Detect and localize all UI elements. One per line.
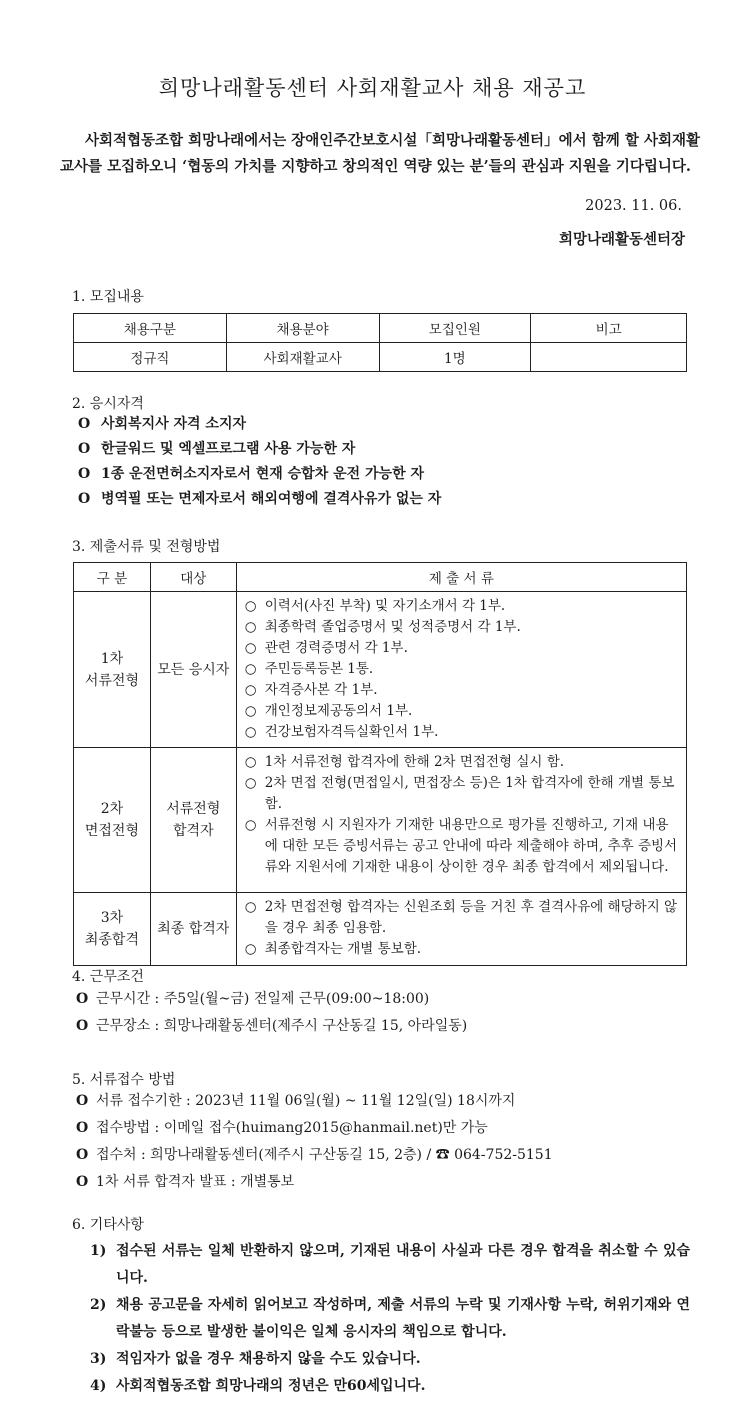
etc-list xyxy=(90,1238,690,1400)
announcement-date: 2023. 11. 06. xyxy=(585,198,682,214)
table-cell: 1명 xyxy=(379,343,531,372)
docs-cell xyxy=(236,893,686,966)
conditions-list xyxy=(76,986,467,1040)
list-item: ○ 건강보험자격득실확인서 1부. xyxy=(244,724,439,740)
header-cell: 비고 xyxy=(531,314,687,343)
table-row xyxy=(74,592,687,748)
header-cell: 제 출 서 류 xyxy=(236,563,686,592)
intro-paragraph: 사회적협동조합 희망나래에서는 장애인주간보호시설「희망나래활동센터」에서 함께 할 사회재활교사를 모집하오니 ‘협동의 가치를 지향하고 창의적인 역량 있는 분’들의 관심과 지원을 기다립니다. xyxy=(60,132,700,175)
list-item: ○ 자격증사본 각 1부. xyxy=(244,682,378,698)
list-item: ○ 서류전형 시 지원자가 기재한 내용만으로 평가를 진행하고, 기재 내용에 대한 모든 증빙서류는 공고 안내에 따라 제출해야 하며, 추후 증빙서류와 지원서에 기재한 내용이 상이한 경우 최종 합격에서 제외됩니다. xyxy=(244,817,678,875)
target-cell: 최종 합격자 xyxy=(150,893,236,966)
list-item: ○ 2차 면접 전형(면접일시, 면접장소 등)은 1차 합격자에 한해 개별 통보함. xyxy=(244,775,675,812)
list-item: 1) 접수된 서류는 일체 반환하지 않으며, 기재된 내용이 사실과 다른 경우 합격을 취소할 수 있습니다. xyxy=(90,1243,690,1286)
table-row xyxy=(74,343,687,372)
list-item: O 근무장소 : 희망나래활동센터(제주시 구산동길 15, 아라일동) xyxy=(76,1013,467,1040)
list-item: 3) 적임자가 없을 경우 채용하지 않을 수도 있습니다. xyxy=(90,1351,421,1367)
list-item: ○ 관련 경력증명서 각 1부. xyxy=(244,640,408,656)
table-cell xyxy=(531,343,687,372)
documents-table xyxy=(73,562,687,966)
list-item: O 한글워드 및 엑셀프로그램 사용 가능한 자 xyxy=(78,437,441,462)
stage-cell: 2차 면접전형 xyxy=(74,748,151,893)
list-item: ○ 최종합격자는 개별 통보함. xyxy=(244,941,422,957)
issuer: 희망나래활동센터장 xyxy=(558,231,685,248)
table-header-row xyxy=(74,314,687,343)
bullet: O xyxy=(76,1018,89,1034)
header-cell: 구 분 xyxy=(74,563,151,592)
qualification-list xyxy=(78,412,441,512)
table-row xyxy=(74,893,687,966)
bullet: O xyxy=(76,1120,89,1136)
table-header-row xyxy=(74,563,687,592)
bullet: O xyxy=(76,1174,89,1190)
list-item: O 근무시간 : 주5일(월~금) 전일제 근무(09:00~18:00) xyxy=(76,986,467,1013)
header-cell: 모집인원 xyxy=(379,314,531,343)
section-documents-title: 3. 제출서류 및 전형방법 xyxy=(72,539,221,555)
list-item: O 1종 운전면허소지자로서 현재 승합차 운전 가능한 자 xyxy=(78,462,441,487)
section-recruitment-title: 1. 모집내용 xyxy=(72,289,144,305)
section-conditions-title: 4. 근무조건 xyxy=(72,969,144,985)
stage-cell: 3차 최종합격 xyxy=(74,893,151,966)
table-cell: 사회재활교사 xyxy=(226,343,379,372)
bullet: O xyxy=(76,1147,89,1163)
docs-cell xyxy=(236,748,686,893)
stage-cell: 1차 서류전형 xyxy=(74,592,151,748)
list-item: 2) 채용 공고문을 자세히 읽어보고 작성하며, 제출 서류의 누락 및 기재사항 누락, 허위기재와 연락불능 등으로 발생한 불이익은 일체 응시자의 책임으로 합니다. xyxy=(90,1297,690,1340)
table-row xyxy=(74,748,687,893)
list-item: O 사회복지사 자격 소지자 xyxy=(78,412,441,437)
section-etc-title: 6. 기타사항 xyxy=(72,1217,144,1233)
header-cell: 대상 xyxy=(150,563,236,592)
list-item: ○ 이력서(사진 부착) 및 자기소개서 각 1부. xyxy=(244,598,506,614)
bullet: O xyxy=(78,441,91,457)
list-item: O 접수처 : 희망나래활동센터(제주시 구산동길 15, 2층) / ☎ 064-752-5151 xyxy=(76,1142,553,1169)
bullet: O xyxy=(76,991,89,1007)
application-list xyxy=(76,1088,553,1196)
list-item: O 1차 서류 합격자 발표 : 개별통보 xyxy=(76,1169,553,1196)
section-application-title: 5. 서류접수 방법 xyxy=(72,1072,176,1088)
recruitment-table xyxy=(73,313,687,372)
header-cell: 채용구분 xyxy=(74,314,227,343)
list-item: ○ 1차 서류전형 합격자에 한해 2차 면접전형 실시 함. xyxy=(244,754,565,770)
list-item: O 접수방법 : 이메일 접수(huimang2015@hanmail.net)만 가능 xyxy=(76,1115,553,1142)
target-cell: 모든 응시자 xyxy=(150,592,236,748)
section-qualification-title: 2. 응시자격 xyxy=(72,396,144,412)
list-item: ○ 최종학력 졸업증명서 및 성적증명서 각 1부. xyxy=(244,619,521,635)
bullet: O xyxy=(78,491,91,507)
list-item: ○ 주민등록등본 1통. xyxy=(244,661,374,677)
bullet: O xyxy=(76,1093,89,1109)
table-cell: 정규직 xyxy=(74,343,227,372)
list-item: 4) 사회적협동조합 희망나래의 정년은 만60세입니다. xyxy=(90,1378,426,1394)
target-cell: 서류전형 합격자 xyxy=(150,748,236,893)
list-item: O 서류 접수기한 : 2023년 11월 06일(월) ~ 11월 12일(일) 18시까지 xyxy=(76,1088,553,1115)
docs-cell xyxy=(236,592,686,748)
list-item: O 병역필 또는 면제자로서 해외여행에 결격사유가 없는 자 xyxy=(78,487,441,512)
header-cell: 채용분야 xyxy=(226,314,379,343)
page-title: 희망나래활동센터 사회재활교사 채용 재공고 xyxy=(158,76,587,100)
list-item: ○ 2차 면접전형 합격자는 신원조회 등을 거친 후 결격사유에 해당하지 않을 경우 최종 임용함. xyxy=(244,899,678,936)
bullet: O xyxy=(78,466,91,482)
list-item: ○ 개인정보제공동의서 1부. xyxy=(244,703,413,719)
bullet: O xyxy=(78,416,91,432)
